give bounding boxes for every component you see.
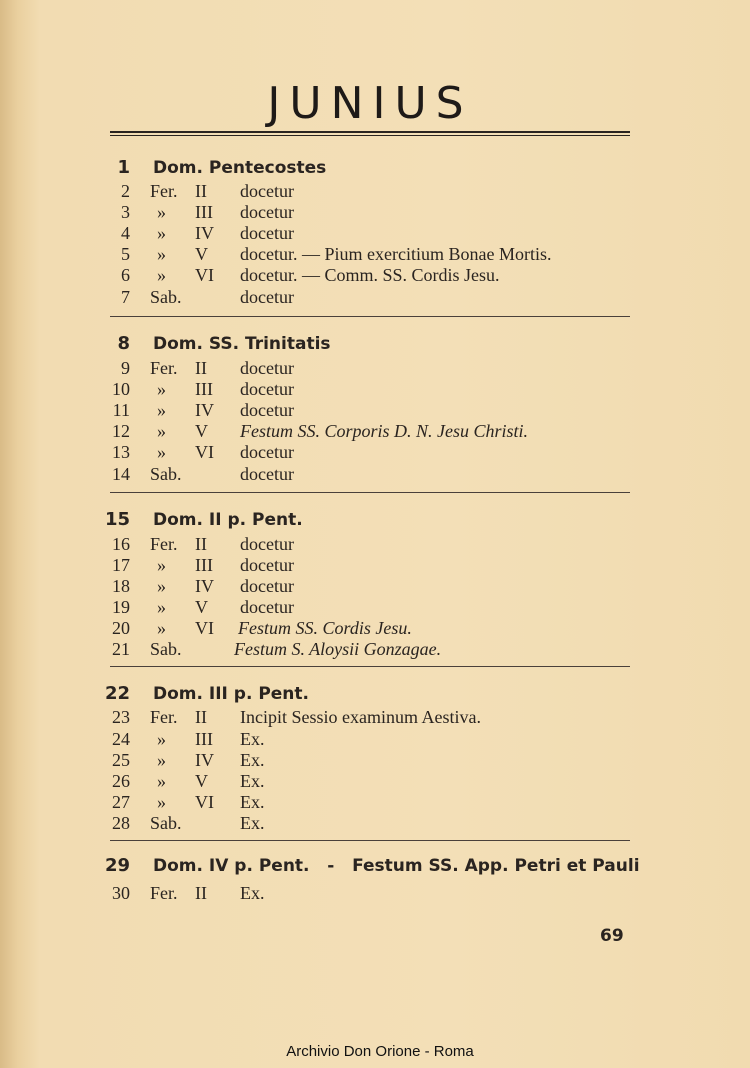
day-row bbox=[0, 357, 750, 379]
sunday-row bbox=[0, 333, 750, 355]
day-number: 7 bbox=[121, 287, 130, 307]
week-separator bbox=[110, 316, 630, 317]
weekday: Fer. bbox=[150, 883, 178, 903]
day-row bbox=[0, 706, 750, 728]
weekday: » bbox=[157, 792, 166, 812]
day-number: 23 bbox=[112, 707, 130, 727]
day-note: Ex. bbox=[240, 729, 265, 749]
archive-footer bbox=[0, 1043, 750, 1060]
day-row bbox=[0, 638, 750, 660]
day-row bbox=[0, 441, 750, 463]
weekday-numeral: IV bbox=[195, 576, 214, 596]
day-row bbox=[0, 286, 750, 308]
day-row bbox=[0, 463, 750, 485]
weekday-numeral: V bbox=[195, 244, 208, 264]
day-number: 14 bbox=[112, 464, 130, 484]
day-number: 16 bbox=[112, 534, 130, 554]
day-number: 30 bbox=[112, 883, 130, 903]
weekday: » bbox=[157, 771, 166, 791]
day-number: 11 bbox=[112, 400, 130, 420]
weekday: Fer. bbox=[150, 181, 178, 201]
day-note: docetur. — Pium exercitium Bonae Mortis. bbox=[240, 244, 552, 264]
week-separator bbox=[110, 840, 630, 841]
weekday-numeral: II bbox=[195, 534, 207, 554]
weekday-numeral: III bbox=[195, 379, 213, 399]
sunday-name: Dom. III p. Pent. bbox=[153, 684, 309, 704]
day-note: docetur bbox=[240, 442, 294, 462]
weekday-numeral: IV bbox=[195, 750, 214, 770]
week-separator bbox=[110, 492, 630, 493]
day-row bbox=[0, 243, 750, 265]
day-row bbox=[0, 420, 750, 442]
day-number: 18 bbox=[112, 576, 130, 596]
day-note: docetur bbox=[240, 464, 294, 484]
day-number: 19 bbox=[112, 597, 130, 617]
sunday-name: Dom. IV p. Pent. - Festum SS. App. Petri et Pauli bbox=[153, 856, 640, 876]
day-number: 17 bbox=[112, 555, 130, 575]
day-row bbox=[0, 770, 750, 792]
week-separator bbox=[110, 666, 630, 667]
day-note: Ex. bbox=[240, 771, 265, 791]
sunday-name: Dom. SS. Trinitatis bbox=[153, 334, 331, 354]
weekday-numeral: V bbox=[195, 771, 208, 791]
day-row bbox=[0, 399, 750, 421]
weekday-numeral: VI bbox=[195, 442, 214, 462]
weekday: Sab. bbox=[150, 813, 182, 833]
day-note: Ex. bbox=[240, 883, 265, 903]
day-number: 10 bbox=[112, 379, 130, 399]
day-number: 29 bbox=[104, 855, 130, 876]
weekday: » bbox=[157, 379, 166, 399]
day-number: 26 bbox=[112, 771, 130, 791]
day-number: 8 bbox=[117, 333, 130, 354]
day-row bbox=[0, 728, 750, 750]
weekday: Sab. bbox=[150, 287, 182, 307]
day-row bbox=[0, 264, 750, 286]
day-row bbox=[0, 617, 750, 639]
weekday-numeral: III bbox=[195, 729, 213, 749]
weekday: » bbox=[157, 223, 166, 243]
sunday-row bbox=[0, 855, 750, 877]
day-note: Festum S. Aloysii Gonzagae. bbox=[234, 639, 442, 659]
day-row bbox=[0, 575, 750, 597]
weekday: » bbox=[157, 421, 166, 441]
day-row bbox=[0, 791, 750, 813]
weekday: » bbox=[157, 442, 166, 462]
weekday: » bbox=[157, 244, 166, 264]
weekday-numeral: V bbox=[195, 597, 208, 617]
day-row bbox=[0, 882, 750, 904]
weekday: » bbox=[157, 618, 166, 638]
weekday: » bbox=[157, 750, 166, 770]
day-number: 4 bbox=[121, 223, 130, 243]
day-row bbox=[0, 378, 750, 400]
day-number: 28 bbox=[112, 813, 130, 833]
weekday-numeral: III bbox=[195, 555, 213, 575]
footer-text: Archivio Don Orione - Roma bbox=[286, 1043, 474, 1060]
day-row bbox=[0, 201, 750, 223]
title-double-rule bbox=[110, 131, 630, 138]
day-note: docetur bbox=[240, 358, 294, 378]
weekday: » bbox=[157, 597, 166, 617]
day-note: docetur. — Comm. SS. Cordis Jesu. bbox=[240, 265, 500, 285]
day-number: 20 bbox=[112, 618, 130, 638]
weekday-numeral: V bbox=[195, 421, 208, 441]
day-note: docetur bbox=[240, 597, 294, 617]
weekday: » bbox=[157, 265, 166, 285]
weekday-numeral: II bbox=[195, 707, 207, 727]
day-number: 2 bbox=[121, 181, 130, 201]
day-row bbox=[0, 180, 750, 202]
weekday-numeral: II bbox=[195, 358, 207, 378]
day-note: Festum SS. Corporis D. N. Jesu Christi. bbox=[240, 421, 529, 441]
day-number: 6 bbox=[121, 265, 130, 285]
day-number: 27 bbox=[112, 792, 130, 812]
day-note: docetur bbox=[240, 576, 294, 596]
weekday: Sab. bbox=[150, 464, 182, 484]
day-number: 25 bbox=[112, 750, 130, 770]
day-note: docetur bbox=[240, 379, 294, 399]
sunday-name: Dom. Pentecostes bbox=[153, 158, 327, 178]
day-note: docetur bbox=[240, 400, 294, 420]
day-row bbox=[0, 749, 750, 771]
page-number: 69 bbox=[600, 926, 624, 946]
day-number: 22 bbox=[104, 683, 130, 704]
day-note: Ex. bbox=[240, 792, 265, 812]
day-note: Incipit Sessio examinum Aestiva. bbox=[240, 707, 481, 727]
weekday: » bbox=[157, 729, 166, 749]
weekday: » bbox=[157, 400, 166, 420]
day-note: docetur bbox=[240, 181, 294, 201]
day-number: 5 bbox=[121, 244, 130, 264]
day-number: 12 bbox=[112, 421, 130, 441]
sunday-row bbox=[0, 683, 750, 705]
weekday-numeral: VI bbox=[195, 265, 214, 285]
day-number: 13 bbox=[112, 442, 130, 462]
day-note: docetur bbox=[240, 287, 294, 307]
weekday: » bbox=[157, 576, 166, 596]
weekday: » bbox=[157, 555, 166, 575]
sunday-row bbox=[0, 509, 750, 531]
day-number: 15 bbox=[104, 509, 130, 530]
weekday-numeral: II bbox=[195, 883, 207, 903]
day-row bbox=[0, 533, 750, 555]
weekday-numeral: VI bbox=[195, 792, 214, 812]
weekday: Sab. bbox=[150, 639, 182, 659]
day-note: Ex. bbox=[240, 813, 265, 833]
day-row bbox=[0, 596, 750, 618]
weekday-numeral: II bbox=[195, 181, 207, 201]
weekday: » bbox=[157, 202, 166, 222]
weekday: Fer. bbox=[150, 358, 178, 378]
day-note: docetur bbox=[240, 223, 294, 243]
weekday-numeral: IV bbox=[195, 223, 214, 243]
day-note: docetur bbox=[240, 555, 294, 575]
day-row bbox=[0, 222, 750, 244]
sunday-name: Dom. II p. Pent. bbox=[153, 510, 303, 530]
day-row bbox=[0, 554, 750, 576]
weekday-numeral: III bbox=[195, 202, 213, 222]
day-number: 21 bbox=[112, 639, 130, 659]
sunday-row bbox=[0, 157, 750, 179]
day-note: Ex. bbox=[240, 750, 265, 770]
day-note: Festum SS. Cordis Jesu. bbox=[238, 618, 412, 638]
weekday: Fer. bbox=[150, 707, 178, 727]
day-number: 24 bbox=[112, 729, 130, 749]
day-number: 9 bbox=[121, 358, 130, 378]
weekday-numeral: VI bbox=[195, 618, 214, 638]
day-row bbox=[0, 812, 750, 834]
weekday: Fer. bbox=[150, 534, 178, 554]
day-number: 3 bbox=[121, 202, 130, 222]
day-number: 1 bbox=[117, 157, 130, 178]
day-note: docetur bbox=[240, 534, 294, 554]
weekday-numeral: IV bbox=[195, 400, 214, 420]
day-note: docetur bbox=[240, 202, 294, 222]
page-title: JUNIUS bbox=[267, 78, 473, 129]
